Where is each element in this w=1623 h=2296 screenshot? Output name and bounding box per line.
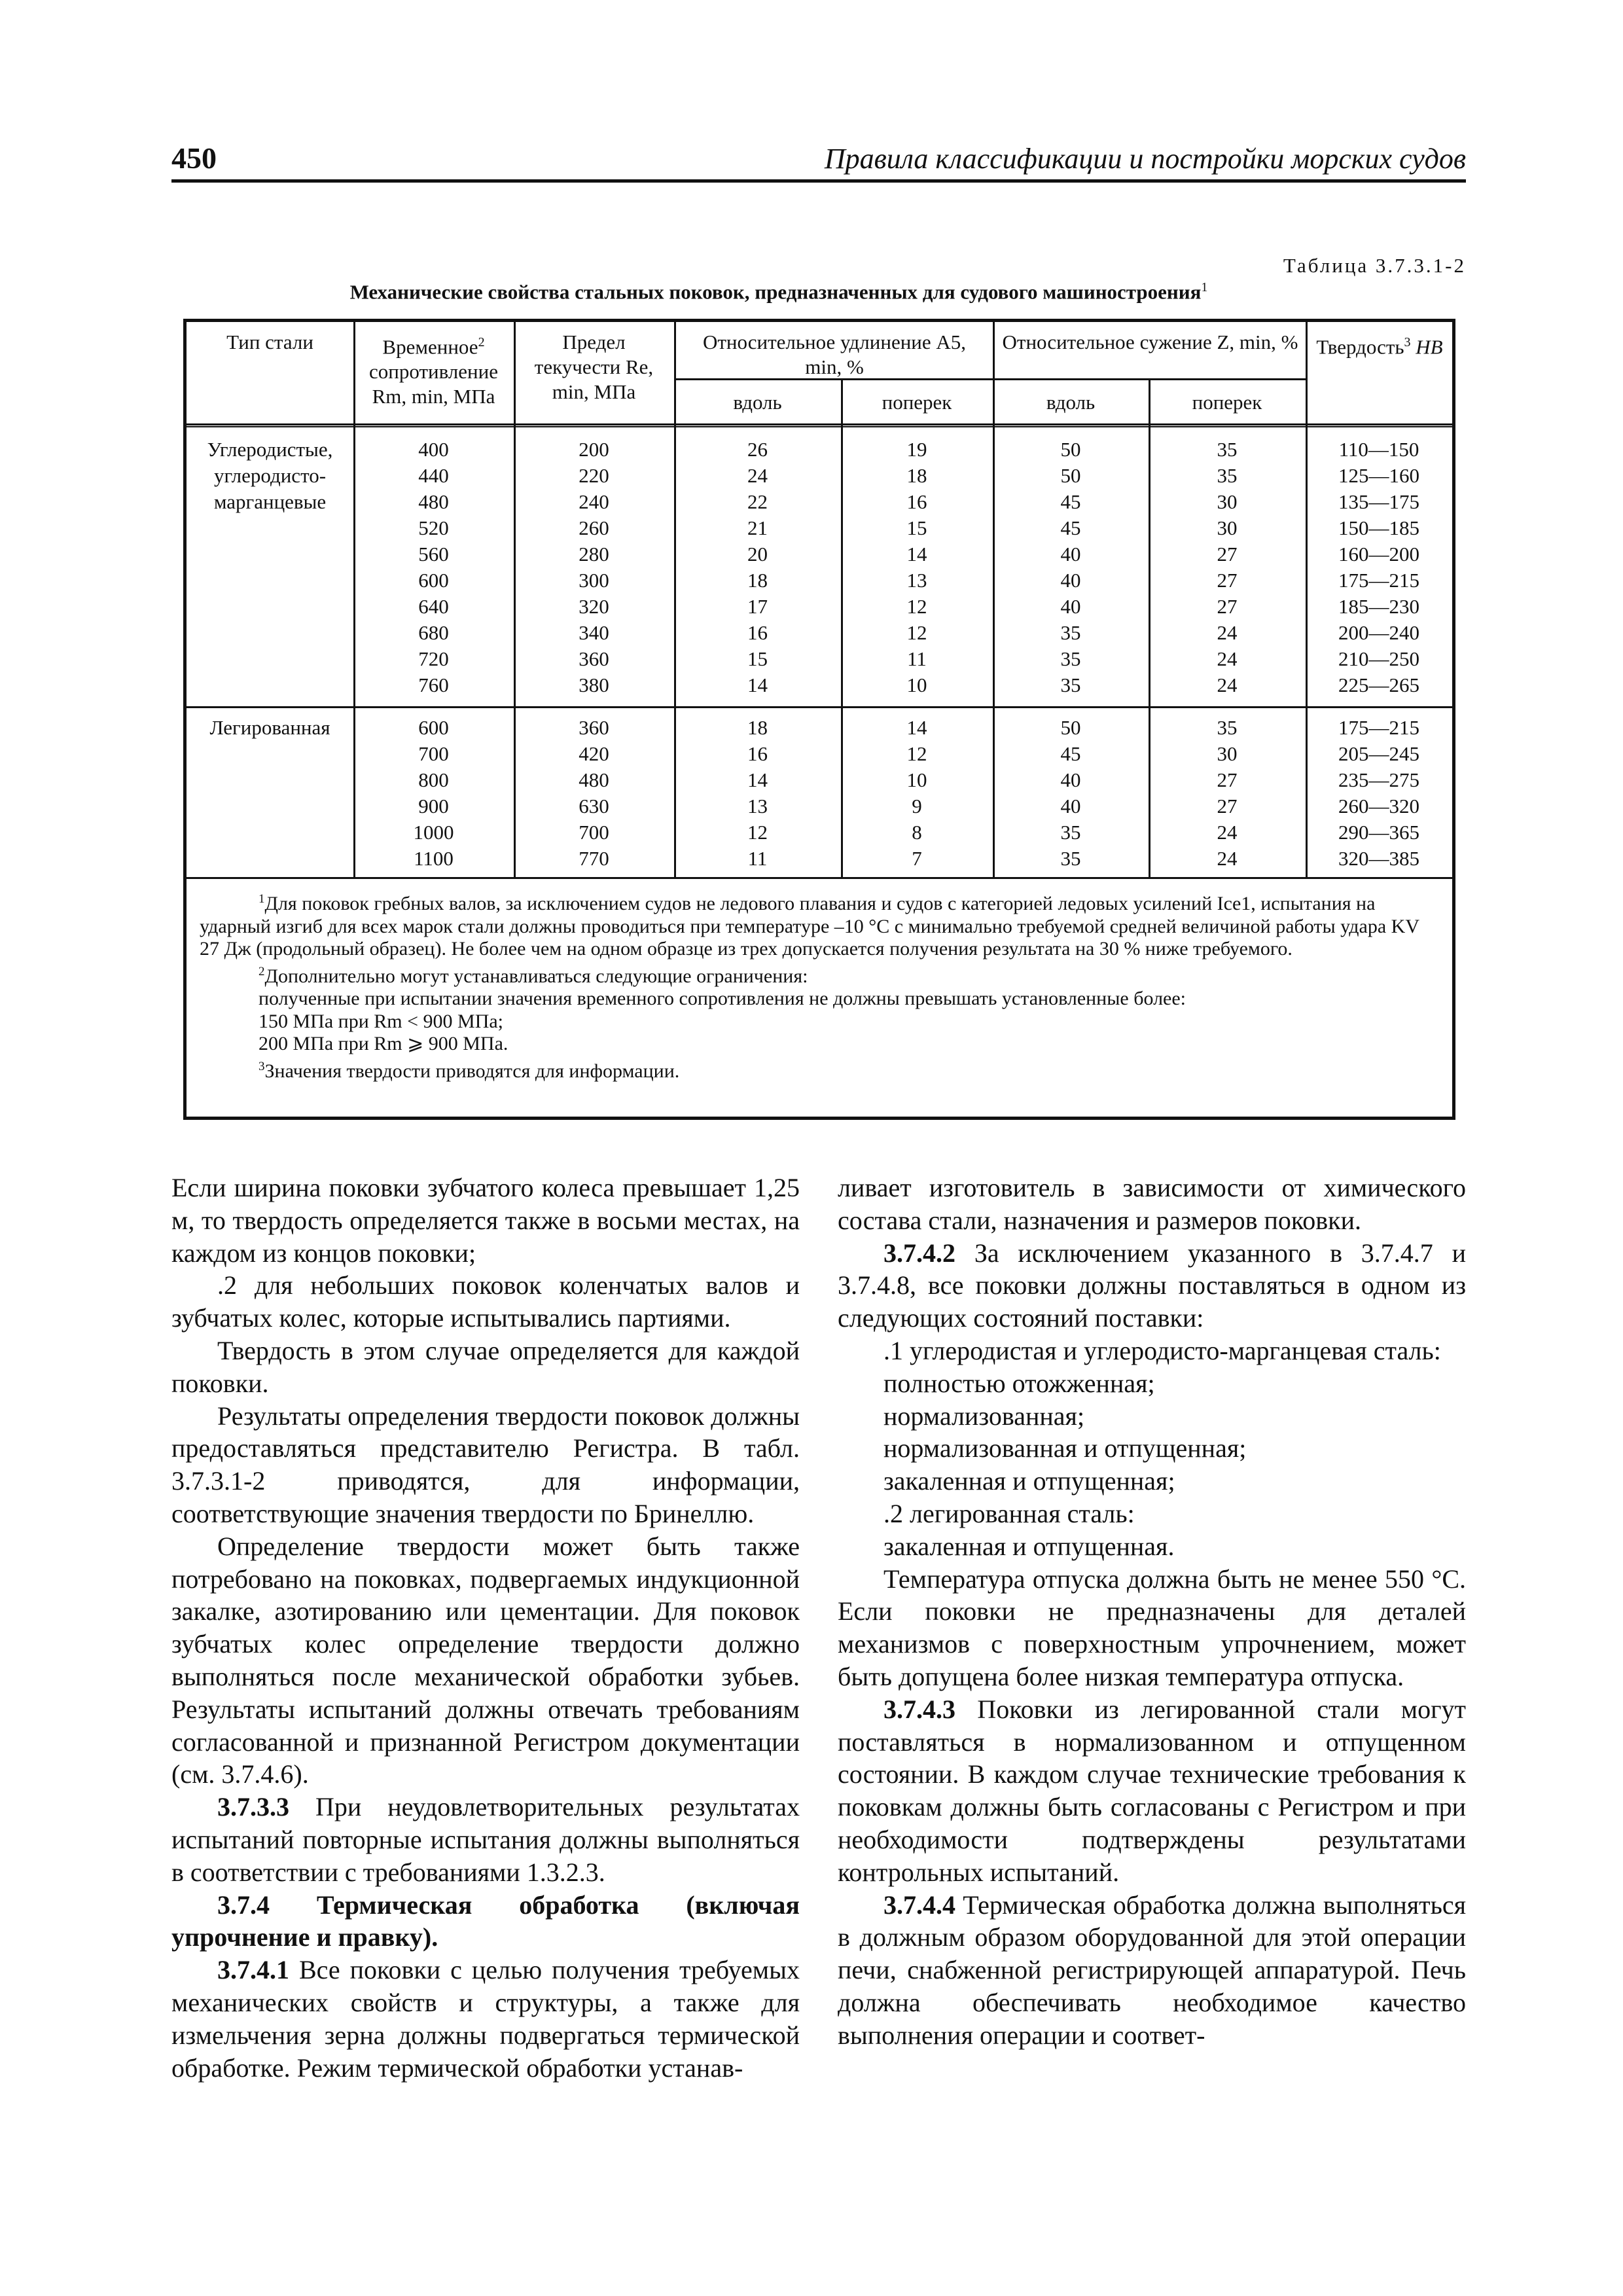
list-item: полностью отожженная; (883, 1368, 1155, 1398)
list-item: нормализованная и отпущенная; (883, 1433, 1247, 1463)
footnote-2: $^2$Дополнительно могут устанавливаться следующие ограничения: (259, 964, 808, 987)
page-number: 450 (171, 141, 217, 175)
footnote-3: $^3$Значения твердости приводятся для информации. (259, 1059, 680, 1082)
paragraph: 3.7.4.2 За исключением указанного в 3.7.4.7 и 3.7.4.8, все поковки должны поставляться в одном из следующих состояний поставки: (838, 1238, 1466, 1333)
paragraph: Твердость в этом случае определяется для каждой поковки. (171, 1335, 800, 1398)
header-tensile: Временное$^2$ сопротивление Rm, min, МПа (369, 335, 498, 408)
footnote-2a: полученные при испытании значения временного сопротивления не должны превышать установленные более: (259, 988, 1186, 1009)
paragraph: 3.7.4.4 Термическая обработка должна выполняться в должным образом оборудованной для этой операции печи, снабженной регистрирующей аппаратурой. Печь должна обеспечивать необходимое качество выполнения операции и соответ- (838, 1890, 1466, 2050)
elong-along-values: 26 24 22 21 20 18 17 16 15 14 (747, 438, 768, 696)
reduct-across-values: 35 35 30 30 27 27 27 24 24 24 (1217, 438, 1238, 696)
elong-across-values: 14 12 10 9 8 7 (906, 716, 927, 870)
footnote-2b: 150 МПа при Rm < 900 МПа; (259, 1010, 504, 1032)
list-item: .2 легированная сталь: (883, 1498, 1135, 1528)
header-hardness: Твердость$^3$ HB (1316, 335, 1443, 359)
table-number: Таблица 3.7.3.1-2 (1283, 254, 1466, 277)
elong-across-values: 19 18 16 15 14 13 12 12 11 10 (906, 438, 927, 696)
elong-along-values: 18 16 14 13 12 11 (747, 716, 768, 870)
re-values: 360 420 480 630 700 770 (579, 716, 609, 870)
list-item: закаленная и отпущенная; (883, 1466, 1175, 1496)
paragraph: Результаты определения твердости поковок должны предоставляться представителю Регистра. В табл. 3.7.3.1-2 приводятся, для информации, соответствующие значения твердости по Бринеллю. (171, 1401, 800, 1528)
header-reduct-across: поперек (1192, 391, 1262, 414)
hardness-values: 110—150 125—160 135—175 150—185 160—200 175—215 185—230 200—240 210—250 225—265 (1338, 438, 1419, 696)
reduct-along-values: 50 45 40 40 35 35 (1060, 716, 1081, 870)
section-heading: 3.7.4 Термическая обработка (включая упрочнение и правку). (171, 1890, 800, 1952)
hardness-values: 175—215 205—245 235—275 260—320 290—365 320—385 (1338, 716, 1419, 870)
properties-table (183, 319, 1455, 1120)
header-elongation: Относительное удлинение A5, min, % (702, 331, 967, 378)
paragraph: ливает изготовитель в зависимости от химического состава стали, назначения и размеров поковки. (838, 1173, 1466, 1235)
rm-values: 600 700 800 900 1000 1100 (413, 716, 454, 870)
rm-values: 400 440 480 520 560 600 640 680 720 760 (418, 438, 449, 696)
header-reduction: Относительное сужение Z, min, % (1002, 331, 1298, 353)
reduct-across-values: 35 30 27 27 24 24 (1217, 716, 1238, 870)
header-elong-along: вдоль (733, 391, 782, 414)
header-reduct-along: вдоль (1046, 391, 1096, 414)
paragraph: .1 углеродистая и углеродисто-марганцевая сталь: (883, 1335, 1441, 1365)
paragraph: 3.7.4.1 Все поковки с целью получения требуемых механических свойств и структуры, а также для измельчения зерна должны подвергаться термической обработке. Режим термической обработки устанав- (171, 1955, 800, 2083)
paragraph: Определение твердости может быть также потребовано на поковках, подвергаемых индукционной закалке, азотированию или цементации. Для поковок зубчатых колес определение твердости должно выполняться после механической обработки зубьев. Результаты испытаний должны отвечать требованиям согласованной и признанной Регистром документации (см. 3.7.4.6). (171, 1531, 800, 1789)
list-item: нормализованная; (883, 1401, 1085, 1431)
right-column (838, 1172, 1466, 2052)
paragraph: Температура отпуска должна быть не менее 550 °C. Если поковки не предназначены для деталей механизмов с поверхностным упрочнением, может быть допущена более низкая температура отпуска. (838, 1564, 1466, 1691)
paragraph: 3.7.4.3 Поковки из легированной стали могут поставляться в нормализованном и отпущенном состоянии. В каждом случае технические требования к поковкам должны быть согласованы с Регистром и при необходимости подтверждены результатами контрольных испытаний. (838, 1694, 1466, 1887)
footnote-2c: 200 МПа при Rm ⩾ 900 МПа. (259, 1033, 508, 1054)
header-rule (171, 179, 1466, 183)
reduct-along-values: 50 50 45 45 40 40 40 35 35 35 (1060, 438, 1081, 696)
re-values: 200 220 240 260 280 300 320 340 360 380 (579, 438, 609, 696)
list-item: закаленная и отпущенная. (883, 1531, 1175, 1561)
page-header (171, 143, 1466, 179)
table-caption: Механические свойства стальных поковок, предназначенных для судового машиностроения$^1$ (349, 280, 1208, 304)
header-elong-across: поперек (882, 391, 952, 414)
header-yield: Предел текучести Re, min, МПа (534, 331, 654, 403)
steel-type-alloy: Легированная (209, 716, 330, 739)
table-footnotes (200, 888, 1440, 1083)
paragraph: 3.7.3.3 При неудовлетворительных результатах испытаний повторные испытания должны выполняться в соответствии с требованиями 1.3.2.3. (171, 1792, 800, 1887)
header-steel-type: Тип стали (226, 331, 313, 353)
paragraph: .2 для небольших поковок коленчатых валов и зубчатых колес, которые испытывались партиями. (171, 1270, 800, 1333)
left-column (171, 1172, 800, 2084)
steel-type-carbon: Углеродистые, углеродисто- марганцевые (207, 438, 333, 513)
paragraph: Если ширина поковки зубчатого колеса превышает 1,25 м, то твердость определяется также в восьми местах, на каждом из концов поковки; (171, 1173, 800, 1268)
footnote-1: $^1$Для поковок гребных валов, за исключением судов не ледового плавания и судов с категорией ледовых усилений Ice1, испытания на ударный изгиб для всех марок стали должны проводиться при температуре –10 °C с минимально требуемой средней величиной работы удара KV 27 Дж (продольный образец). Не более чем на одном образце из трех допускается получения результата на 30 % ниже требуемого. (200, 892, 1419, 960)
running-title: Правила классификации и постройки морских судов (824, 143, 1466, 175)
